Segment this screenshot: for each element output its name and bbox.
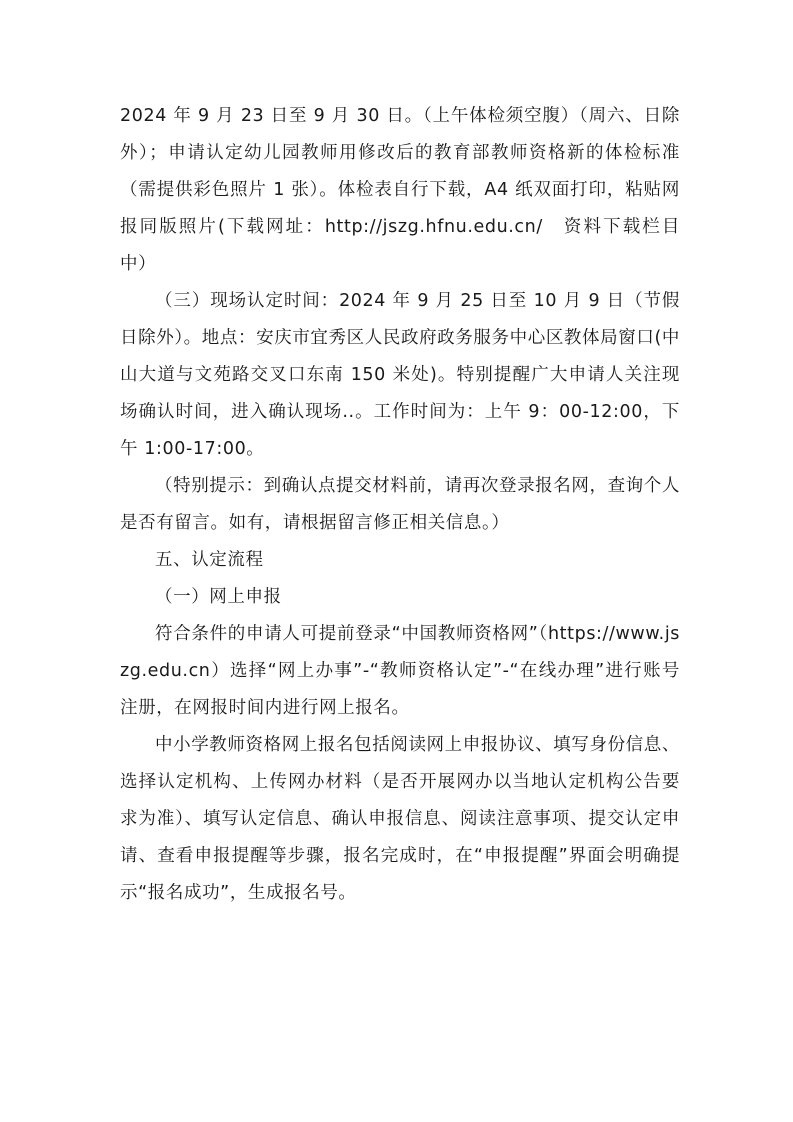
paragraph-online-login: 符合条件的申请人可提前登录“中国教师资格网”（https://www.jszg.edu.cn）选择“网上办事”-“教师资格认定”-“在线办理”进行账号注册，在网报时间内进行网上报名。 (120, 624, 680, 718)
paragraph-physical-exam: 2024 年 9 月 23 日至 9 月 30 日。（上午体检须空腹）（周六、日除外）；申请认定幼儿园教师用修改后的教育部教师资格新的体检标准（需提供彩色照片 1 张）。体检表自行下载，A4 纸双面打印，粘贴网报同版照片(下载网址：http://jszg.hfnu.edu.cn/ 资料下载栏目中） (120, 106, 680, 274)
paragraph-online-steps: 中小学教师资格网上报名包括阅读网上申报协议、填写身份信息、选择认定机构、上传网办材料（是否开展网办以当地认定机构公告要求为准）、填写认定信息、确认申报信息、阅读注意事项、提交认定申请、查看申报提醒等步骤，报名完成时，在“申报提醒”界面会明确提示“报名成功”，生成报名号。 (120, 735, 680, 903)
subsection-heading-online: （一）网上申报 (155, 587, 282, 607)
document-page (120, 98, 680, 912)
paragraph-onsite-time: （三）现场认定时间：2024 年 9 月 25 日至 10 月 9 日（节假日除外）。地点：安庆市宜秀区人民政府政务服务中心区教体局窗口(中山大道与文苑路交叉口东南 150 米处)。特别提醒广大申请人关注现场确认时间，进入确认现场..。工作时间为：上午 9：00-12:00，下午 1:00-17:00。 (120, 291, 680, 459)
section-heading-process: 五、认定流程 (155, 550, 264, 570)
paragraph-special-notice: （特别提示：到确认点提交材料前，请再次登录报名网，查询个人是否有留言。如有，请根据留言修正相关信息。） (120, 476, 680, 533)
